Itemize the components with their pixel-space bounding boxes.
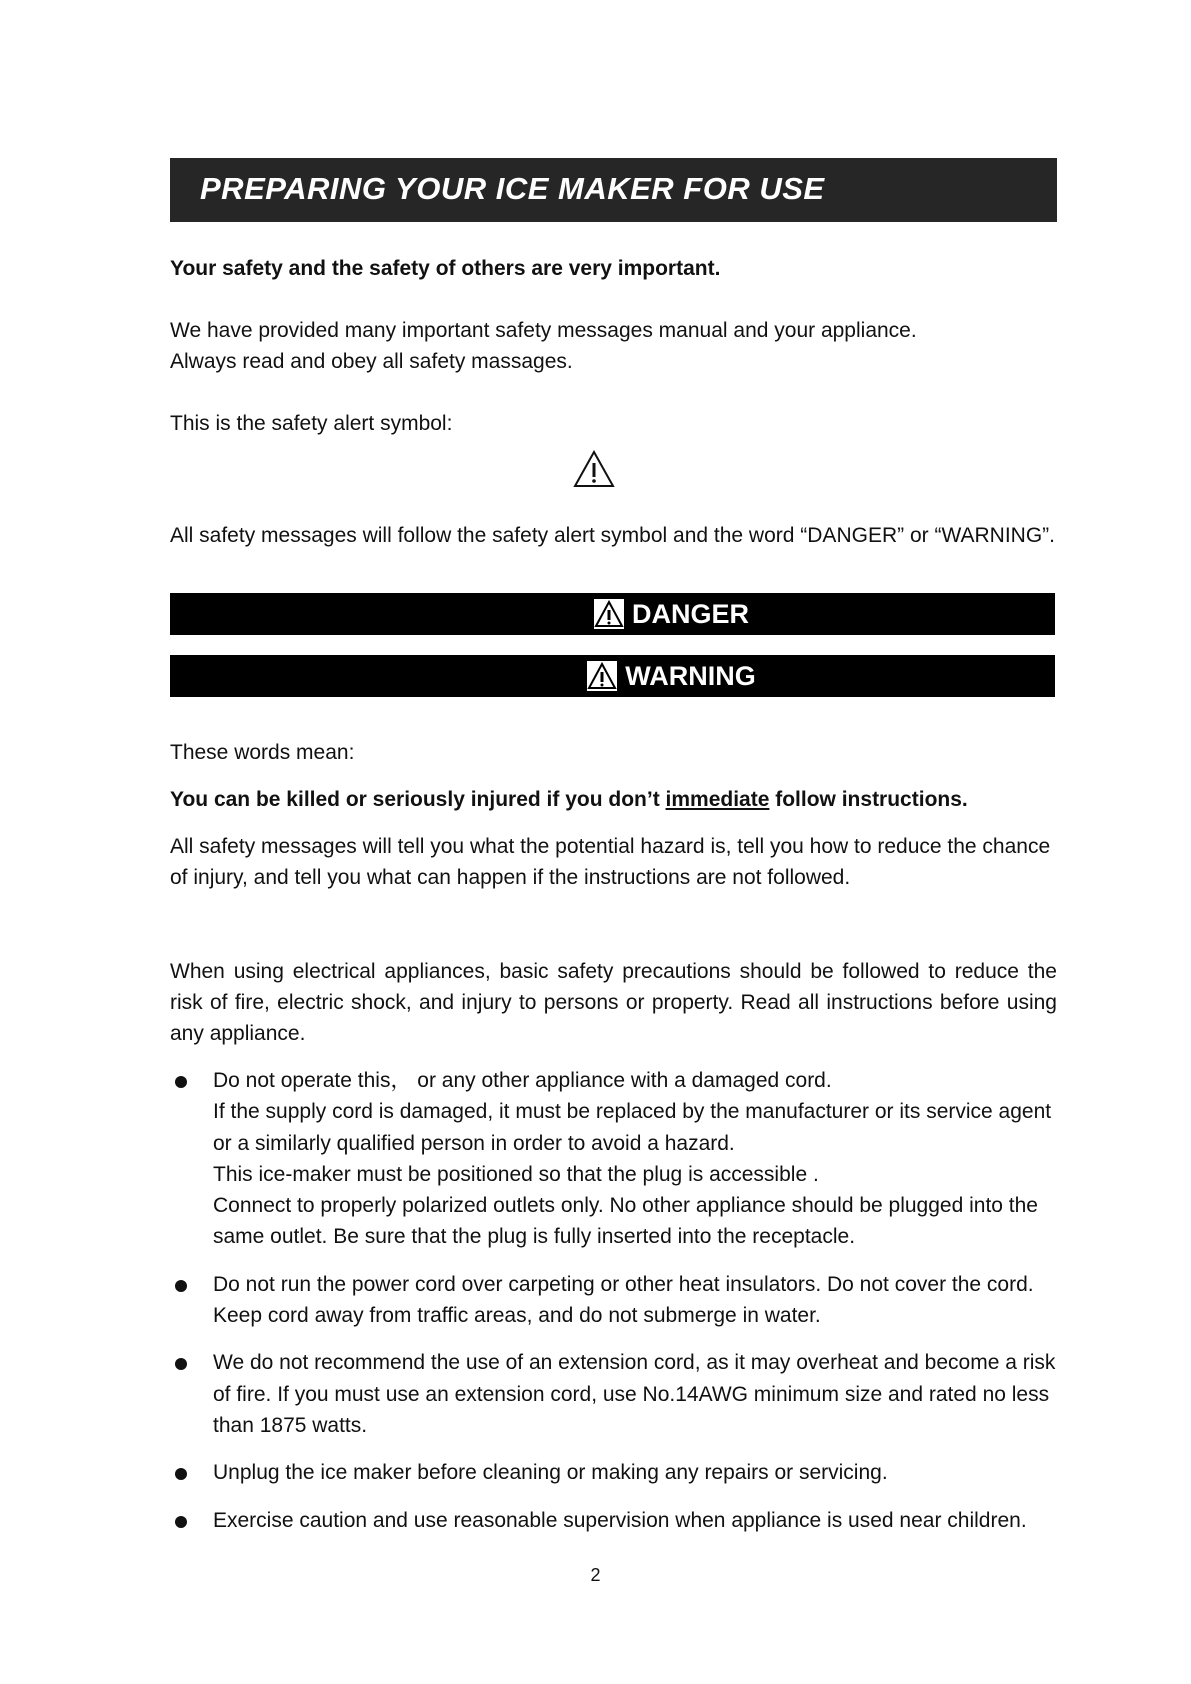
bullet-line: Connect to properly polarized outlets only. No other appliance should be plugged into the	[213, 1194, 1038, 1218]
symbol-label: This is the safety alert symbol:	[170, 412, 453, 435]
bullet-dot-icon	[175, 1516, 187, 1528]
bullet-item-damaged-cord	[170, 1065, 1057, 1253]
safety-heading: Your safety and the safety of others are very important.	[170, 257, 721, 280]
bullet-line: than 1875 watts.	[213, 1413, 368, 1437]
precautions-line-3: any appliance.	[170, 1022, 306, 1045]
meaning-warning-sentence	[170, 784, 1057, 815]
danger-signal-bar	[170, 593, 1055, 635]
meaning-bold-post: follow instructions.	[769, 788, 968, 811]
section-title-bar	[170, 158, 1057, 222]
bullet-dot-icon	[175, 1280, 187, 1292]
warning-label: WARNING	[625, 660, 756, 691]
bullet-item-children	[170, 1505, 1057, 1536]
intro-line-2: Always read and obey all safety massages.	[170, 350, 573, 373]
bullet-line: Do not run the power cord over carpeting or other heat insulators. Do not cover the cord.	[213, 1272, 1034, 1296]
bullet-dot-icon	[175, 1076, 187, 1088]
bullet-line: Do not operate this， or any other appliance with a damaged cord.	[213, 1069, 832, 1092]
bullet-line: or a similarly qualified person in order to avoid a hazard.	[213, 1131, 735, 1155]
page-number: 2	[590, 1565, 601, 1585]
danger-label: DANGER	[631, 598, 749, 629]
bullet-item-power-cord	[170, 1269, 1057, 1332]
warning-alert-icon	[587, 661, 617, 691]
bullet-item-unplug	[170, 1457, 1057, 1488]
danger-alert-icon	[594, 599, 624, 629]
bullet-line: This ice-maker must be positioned so that the plug is accessible .	[213, 1162, 819, 1186]
meaning-underlined-word: immediate	[665, 788, 770, 811]
meaning-lead: These words mean:	[170, 741, 355, 764]
bullet-line: Exercise caution and use reasonable supervision when appliance is used near children.	[213, 1508, 1027, 1532]
meaning-line-2: of injury, and tell you what can happen if the instructions are not followed.	[170, 866, 851, 889]
bullet-dot-icon	[175, 1468, 187, 1480]
bullet-dot-icon	[175, 1358, 187, 1370]
section-title: PREPARING YOUR ICE MAKER FOR USE	[200, 171, 825, 206]
bullet-line: of fire. If you must use an extension cord, use No.14AWG minimum size and rated no less	[213, 1382, 1050, 1406]
meaning-bold-pre: You can be killed or seriously injured if you don’t	[170, 788, 666, 811]
bullet-line: same outlet. Be sure that the plug is fully inserted into the receptacle.	[213, 1225, 856, 1249]
precautions-line-1: When using electrical appliances, basic safety precautions should be followed to reduce the	[170, 960, 1057, 983]
intro-line-1: We have provided many important safety messages manual and your appliance.	[170, 319, 917, 342]
bullet-line: Unplug the ice maker before cleaning or making any repairs or servicing.	[213, 1461, 888, 1485]
bullet-line: If the supply cord is damaged, it must be replaced by the manufacturer or its service agent	[213, 1100, 1052, 1124]
bullet-line: Keep cord away from traffic areas, and do not submerge in water.	[213, 1304, 821, 1328]
follow-text: All safety messages will follow the safety alert symbol and the word “DANGER” or “WARNING”.	[170, 524, 1055, 547]
safety-bullet-list	[170, 1065, 1057, 1552]
precautions-line-2: risk of fire, electric shock, and injury to persons or property. Read all instructions before using	[170, 991, 1057, 1014]
meaning-line-1: All safety messages will tell you what the potential hazard is, tell you how to reduce the chance	[170, 835, 1051, 858]
bullet-item-extension-cord	[170, 1347, 1057, 1441]
safety-alert-triangle-icon	[573, 450, 615, 488]
warning-signal-bar	[170, 655, 1055, 697]
bullet-line: We do not recommend the use of an extension cord, as it may overheat and become a risk	[213, 1351, 1056, 1375]
